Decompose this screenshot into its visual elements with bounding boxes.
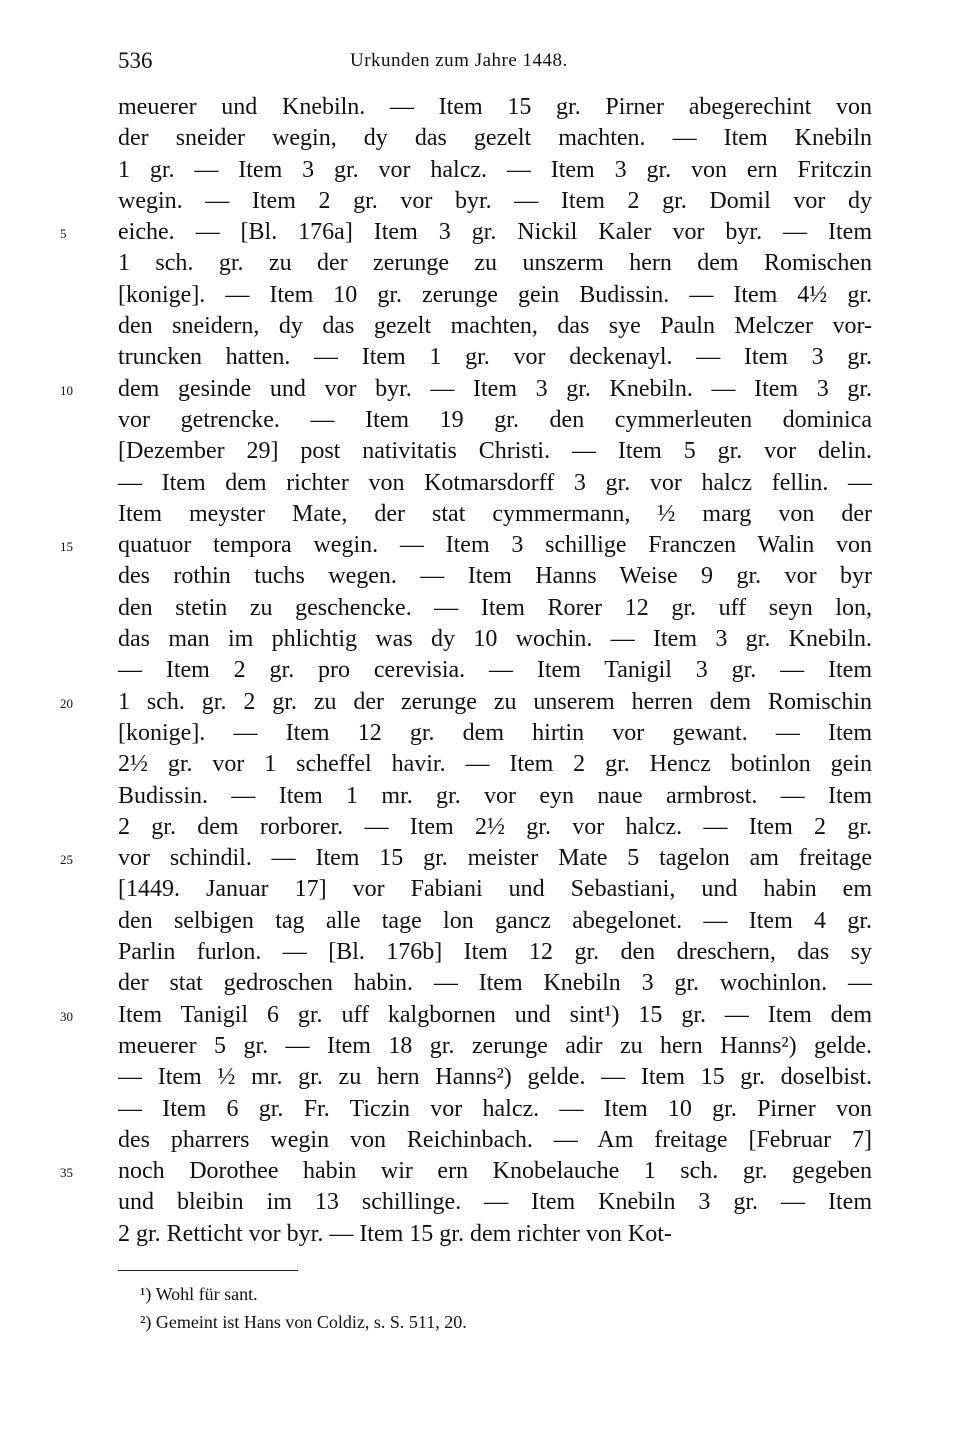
text-line: [118, 311, 872, 342]
line-text: truncken hatten. — Item 1 gr. vor deckenayl. — Item 3 gr.: [118, 344, 872, 371]
line-number: 20: [60, 695, 73, 711]
page-number: 536: [118, 48, 153, 73]
text-line: [60, 217, 872, 248]
line-text: meuerer 5 gr. — Item 18 gr. zerunge adir zu hern Hanns²) gelde.: [118, 1032, 872, 1059]
line-text: 1 gr. — Item 3 gr. vor halcz. — Item 3 gr. von ern Fritczin: [118, 156, 872, 183]
line-text: quatuor tempora wegin. — Item 3 schillige Franczen Walin von: [118, 532, 872, 559]
line-text: Item meyster Mate, der stat cymmermann, ½ marg von der: [118, 500, 872, 527]
line-text: den sneidern, dy das gezelt machten, das sye Pauln Melczer vor-: [118, 313, 872, 340]
footnote: ²) Gemeint ist Hans von Coldiz, s. S. 511, 20.: [140, 1312, 467, 1332]
text-line: [118, 749, 872, 780]
text-line: [118, 499, 872, 530]
line-text: meuerer und Knebiln. — Item 15 gr. Pirner abegerechint von: [118, 94, 872, 120]
text-line: [118, 1219, 872, 1250]
line-text: Item Tanigil 6 gr. uff kalgbornen und sint¹) 15 gr. — Item dem: [118, 1001, 872, 1028]
text-line: [118, 123, 872, 154]
line-text: eiche. — [Bl. 176a] Item 3 gr. Nickil Kaler vor byr. — Item: [118, 219, 872, 246]
text-line: [118, 1094, 872, 1125]
text-line: [118, 186, 872, 217]
text-line: [118, 280, 872, 311]
line-number: 30: [60, 1008, 73, 1024]
text-line: [118, 561, 872, 592]
text-line: [60, 374, 872, 405]
line-text: der sneider wegin, dy das gezelt machten. — Item Knebiln: [118, 125, 872, 152]
line-text: [konige]. — Item 12 gr. dem hirtin vor gewant. — Item: [118, 719, 872, 746]
line-text: wegin. — Item 2 gr. vor byr. — Item 2 gr. Domil vor dy: [118, 187, 872, 214]
line-number: 15: [60, 539, 73, 555]
line-number: 10: [60, 382, 73, 398]
text-line: [118, 405, 872, 436]
text-line: [118, 248, 872, 279]
text-line: [118, 468, 872, 499]
line-text: das man im phlichtig was dy 10 wochin. — Item 3 gr. Knebiln.: [118, 626, 872, 653]
text-line: [118, 436, 872, 467]
text-line: [118, 92, 872, 123]
text-line: [118, 874, 872, 905]
text-line: [60, 1000, 872, 1031]
line-number: 25: [60, 852, 73, 868]
line-number: 5: [60, 226, 67, 242]
line-text: — Item dem richter von Kotmarsdorff 3 gr. vor halcz fellin. —: [118, 469, 872, 496]
line-text: 2 gr. dem rorborer. — Item 2½ gr. vor halcz. — Item 2 gr.: [118, 813, 872, 840]
text-line: [60, 530, 872, 561]
text-line: [118, 906, 872, 937]
line-text: vor schindil. — Item 15 gr. meister Mate 5 tagelon am freitage: [118, 845, 872, 872]
line-text: dem gesinde und vor byr. — Item 3 gr. Knebiln. — Item 3 gr.: [118, 375, 872, 402]
line-text: des rothin tuchs wegen. — Item Hanns Weise 9 gr. vor byr: [118, 563, 872, 590]
text-line: [118, 655, 872, 686]
line-text: und bleibin im 13 schillinge. — Item Knebiln 3 gr. — Item: [118, 1189, 872, 1216]
running-title: Urkunden zum Jahre 1448.: [350, 50, 568, 71]
text-line: [118, 593, 872, 624]
line-text: 2½ gr. vor 1 scheffel havir. — Item 2 gr. Hencz botinlon gein: [118, 751, 872, 778]
line-text: des pharrers wegin von Reichinbach. — Am freitage [Februar 7]: [118, 1126, 872, 1153]
line-text: 1 sch. gr. zu der zerunge zu unszerm hern dem Romischen: [118, 250, 872, 277]
text-line: [60, 843, 872, 874]
line-text: noch Dorothee habin wir ern Knobelauche 1 sch. gr. gegeben: [118, 1158, 872, 1185]
text-line: [60, 687, 872, 718]
line-number: 35: [60, 1165, 73, 1181]
text-line: [118, 342, 872, 373]
line-text: Budissin. — Item 1 mr. gr. vor eyn naue armbrost. — Item: [118, 782, 872, 809]
text-line: [60, 1156, 872, 1187]
text-line: [118, 781, 872, 812]
text-line: [118, 968, 872, 999]
line-text: vor getrencke. — Item 19 gr. den cymmerleuten dominica: [118, 406, 872, 433]
text-line: [118, 1125, 872, 1156]
line-text: den selbigen tag alle tage lon gancz abegelonet. — Item 4 gr.: [118, 907, 872, 934]
footnotes: [140, 1280, 840, 1336]
text-line: [118, 155, 872, 186]
line-text: [Dezember 29] post nativitatis Christi. — Item 5 gr. vor delin.: [118, 438, 872, 465]
page-header: [118, 48, 878, 80]
text-line: [118, 812, 872, 843]
footnote: ¹) Wohl für sant.: [140, 1284, 258, 1304]
text-line: [118, 1187, 872, 1218]
line-text: — Item 6 gr. Fr. Ticzin vor halcz. — Item 10 gr. Pirner von: [118, 1095, 872, 1122]
line-text: [1449. Januar 17] vor Fabiani und Sebastiani, und habin em: [118, 876, 872, 903]
text-line: [118, 718, 872, 749]
line-text: 2 gr. Retticht vor byr. — Item 15 gr. dem richter von Kot-: [118, 1220, 672, 1247]
line-text: den stetin zu geschencke. — Item Rorer 12 gr. uff seyn lon,: [118, 594, 872, 621]
footnote-rule: [118, 1270, 298, 1271]
line-text: der stat gedroschen habin. — Item Knebiln 3 gr. wochinlon. —: [118, 970, 872, 997]
line-text: — Item ½ mr. gr. zu hern Hanns²) gelde. — Item 15 gr. doselbist.: [118, 1064, 872, 1091]
body-text: [60, 92, 872, 1250]
line-text: [konige]. — Item 10 gr. zerunge gein Budissin. — Item 4½ gr.: [118, 281, 872, 308]
text-line: [118, 1031, 872, 1062]
text-line: [118, 624, 872, 655]
line-text: — Item 2 gr. pro cerevisia. — Item Tanigil 3 gr. — Item: [118, 657, 872, 684]
line-text: 1 sch. gr. 2 gr. zu der zerunge zu unserem herren dem Romischin: [118, 688, 872, 715]
text-line: [118, 937, 872, 968]
text-line: [118, 1062, 872, 1093]
line-text: Parlin furlon. — [Bl. 176b] Item 12 gr. den dreschern, das sy: [118, 939, 872, 966]
